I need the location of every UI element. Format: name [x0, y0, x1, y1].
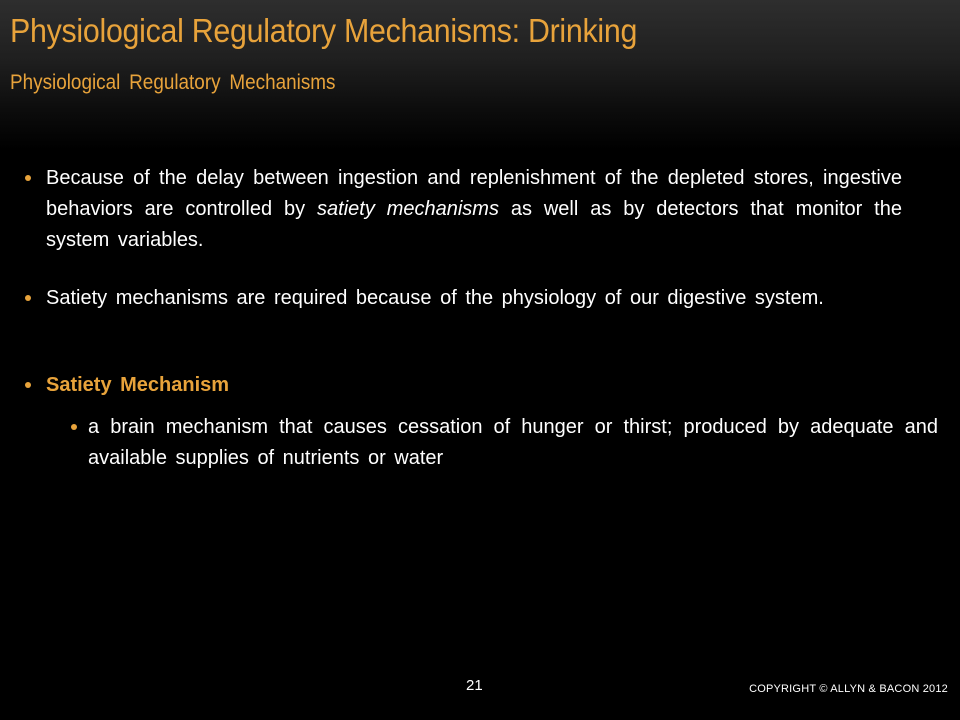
- slide-subtitle: Physiological Regulatory Mechanisms: [10, 71, 336, 94]
- bullet-icon: [25, 295, 31, 301]
- slide-title: Physiological Regulatory Mechanisms: Drinking: [10, 12, 638, 49]
- bullet-item-satiety-heading: [46, 370, 902, 401]
- sub-bullet-icon: [71, 424, 77, 430]
- bullet-text-part: as well as by detectors that monitor the system variables.: [46, 198, 902, 251]
- bullet-heading: Satiety Mechanism: [46, 374, 230, 396]
- page-number: 21: [466, 677, 483, 694]
- bullet-icon: [25, 382, 31, 388]
- sub-bullet-item-definition: [88, 412, 938, 474]
- bullet-emphasis: satiety mechanisms: [317, 198, 499, 220]
- copyright-notice: COPYRIGHT © ALLYN & BACON 2012: [749, 683, 948, 695]
- bullet-item-delay: [46, 163, 902, 256]
- sub-bullet-text: a brain mechanism that causes cessation of hunger or thirst; produced by adequate and available supplies of nutrients or water: [88, 416, 938, 469]
- bullet-item-physiology: [46, 283, 902, 314]
- bullet-text-part: Because of the delay between ingestion and replenishment of the depleted stores, ingestive behaviors are controlled by: [46, 167, 902, 220]
- bullet-text: Satiety mechanisms are required because of the physiology of our digestive system.: [46, 287, 824, 309]
- slide-content: [46, 163, 938, 474]
- bullet-icon: [25, 175, 31, 181]
